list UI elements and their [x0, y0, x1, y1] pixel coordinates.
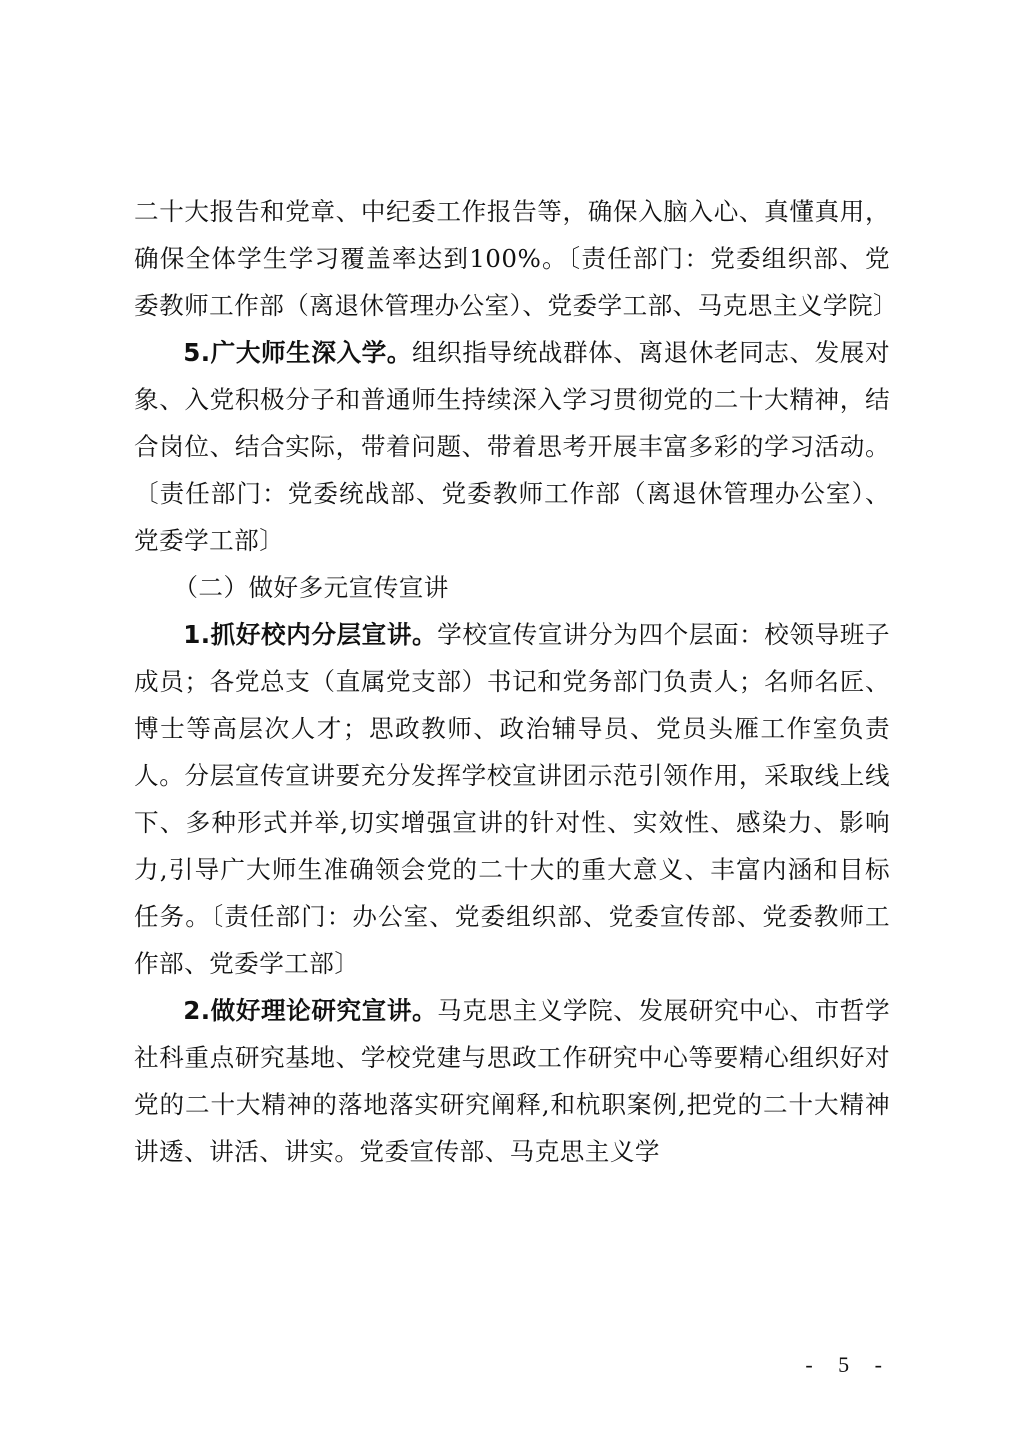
- page-number: - 5 -: [805, 1352, 892, 1377]
- item-2-body: 马克思主义学院、发展研究中心、市哲学社科重点研究基地、学校党建与思政工作研究中心等要精心组织好对党的二十大精神的落地落实研究阐释,和杭职案例,把党的二十大精神讲透、讲活、讲实。党委宣传部、马克思主义学: [134, 996, 891, 1166]
- item-1-heading: 1.抓好校内分层宣讲。: [183, 620, 438, 649]
- paragraph-item-1: [134, 611, 890, 987]
- paragraph-item-5: [134, 329, 890, 564]
- item-1-body: 学校宣传宣讲分为四个层面：校领导班子成员；各党总支（直属党支部）书记和党务部门负责人；名师名匠、博士等高层次人才；思政教师、政治辅导员、党员头雁工作室负责人。分层宣传宣讲要充分发挥学校宣讲团示范引领作用，采取线上线下、多种形式并举,切实增强宣讲的针对性、实效性、感染力、影响力,引导广大师生准确领会党的二十大的重大意义、丰富内涵和目标任务。〔责任部门：办公室、党委组织部、党委宣传部、党委教师工作部、党委学工部〕: [134, 620, 891, 978]
- paragraph-item-2: [134, 987, 890, 1175]
- section-2-title: （二）做好多元宣传宣讲: [173, 573, 449, 602]
- document-body: [134, 188, 899, 1175]
- item-5-heading: 5.广大师生深入学。: [183, 338, 412, 367]
- item-5-body: 组织指导统战群体、离退休老同志、发展对象、入党积极分子和普通师生持续深入学习贯彻党的二十大精神，结合岗位、结合实际，带着问题、带着思考开展丰富多彩的学习活动。〔责任部门：党委统战部、党委教师工作部（离退休管理办公室）、党委学工部〕: [134, 338, 890, 555]
- item-2-heading: 2.做好理论研究宣讲。: [183, 996, 438, 1025]
- paragraph-continuation: 二十大报告和党章、中纪委工作报告等，确保入脑入心、真懂真用，确保全体学生学习覆盖率达到100%。〔责任部门：党委组织部、党委教师工作部（离退休管理办公室）、党委学工部、马克思主义学院〕: [134, 197, 899, 320]
